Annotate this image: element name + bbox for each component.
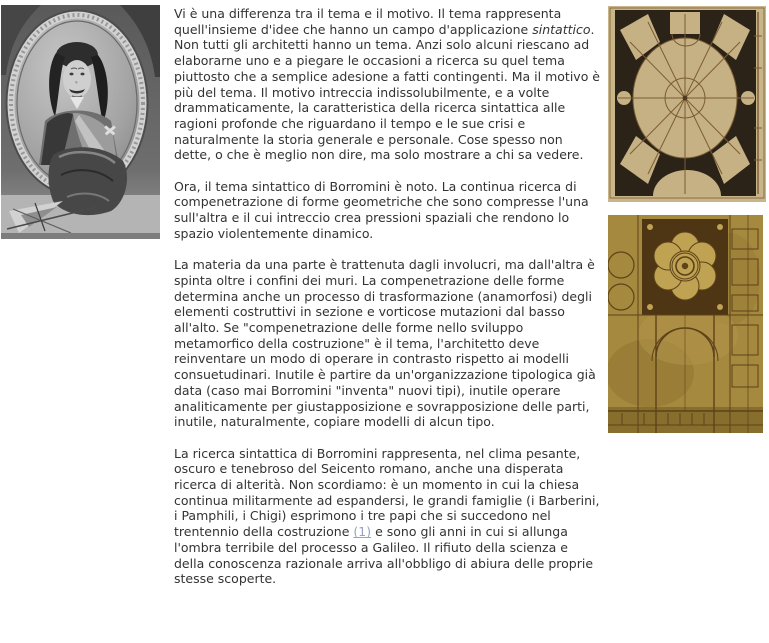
paragraph [174, 257, 600, 430]
italic-term: sintattico [532, 21, 591, 37]
text-segment: . Non tutti gli architetti hanno un tema. Anzi solo alcuni riescano ad elaborarne uno e a piegare le occasioni a ricerca su quel tema piuttosto che a semplice adesione a fatti contingenti. Ma il motivo è più del tema. Il motivo intreccia indissolubilmente, e a volte drammaticamente, la caratteristica della ricerca sintattica alle ragioni profonde che riguardano il tempo e le sue crisi e naturalmente la storia generale e personale. Cose spesso non dette, o che è meglio non dire, ma solo mostrare a chi sa vedere. [174, 21, 601, 163]
rosette-panel [642, 219, 728, 315]
portrait-column [1, 5, 160, 239]
church-plan-image [608, 6, 766, 202]
figures-column [608, 6, 766, 433]
text-segment: e sono gli anni in cui si allunga l'ombra terribile del processo a Galileo. Il rifiuto della scienza e della conoscenza razionale arriva all'obbligo di abiura delle proprie stesse scoperte. [174, 524, 594, 587]
borromini-portrait-image [1, 5, 160, 239]
text-segment: La ricerca sintattica di Borromini rappresenta, nel clima pesante, oscuro e tenebroso del Seicento romano, anche una disperata ricerca di alterità. Non scordiamo: è un momento in cui la chiesa continua militarmente ad espandersi, le grandi famiglie (i Barberini, i Pamphili, i Chigi) esprimono i tre papi che si succedono nel trentennio della costruzione [174, 445, 600, 540]
paragraph [174, 6, 600, 163]
paragraph [174, 446, 600, 587]
rosette-drawing-image [608, 215, 763, 433]
plan-center-point [683, 96, 688, 101]
footnote-link[interactable]: (1) [353, 524, 372, 540]
text-segment: La materia da una parte è trattenuta dagli involucri, ma dall'altra è spinta oltre i confini dei muri. La compenetrazione delle forme determina anche un processo di trasformazione (anamorfosi) degli elementi costruttivi in sezione e vorticose mutazioni dal basso all'alto. Se "compenetrazione delle forme nello sviluppo metamorfico della costruzione" è il tema, l'architetto deve reinventare un modo di operare in contrasto rispetto ai modelli consuetudinari. Inutile è partire da un'organizzazione tipologica già data (caso mai Borromini "inventa" nuovi tipi), inutile operare analiticamente per giustapposizione e sovrapposizione delle parti, inutile, naturalmente, copiare modelli di alcun tipo. [174, 257, 596, 430]
text-segment: Ora, il tema sintattico di Borromini è noto. La continua ricerca di compenetrazione di forme geometriche che sono compresse l'una sull'altra e il cui intreccio crea pressioni spaziali che rendono lo spazio violentemente dinamico. [174, 178, 589, 241]
paragraph [174, 179, 600, 242]
text-segment: Vi è una differenza tra il tema e il motivo. Il tema rappresenta quell'insieme d'idee che hanno un campo d'applicazione [174, 6, 562, 37]
article-text [174, 6, 600, 603]
